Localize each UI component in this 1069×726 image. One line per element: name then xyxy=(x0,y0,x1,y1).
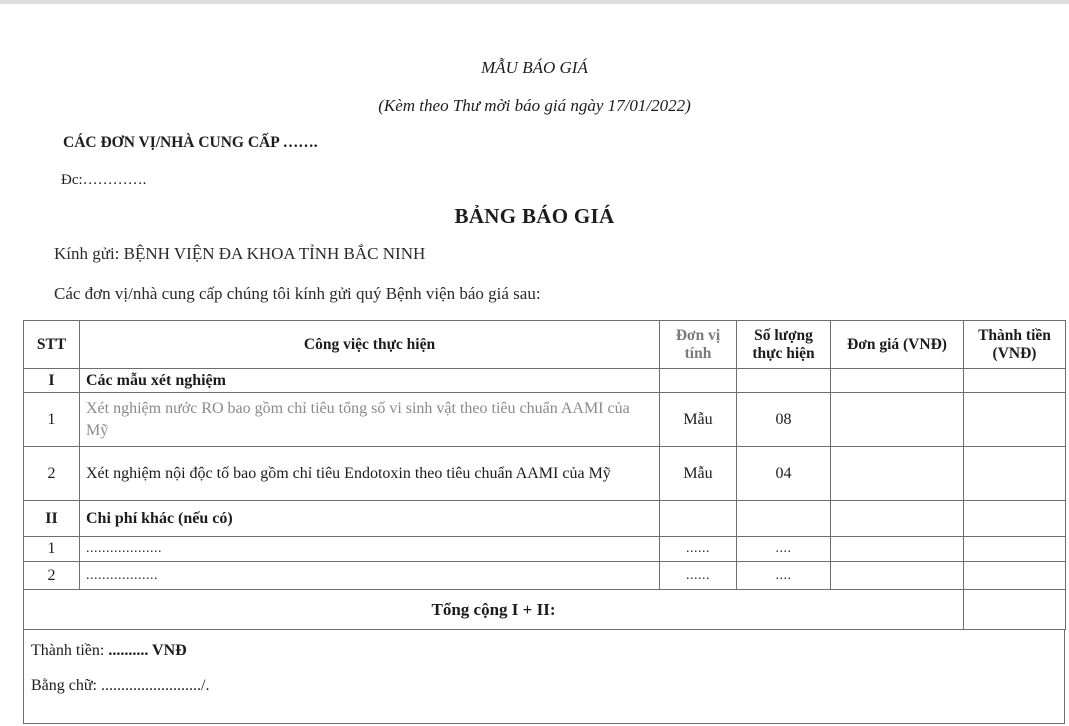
row-number: 2 xyxy=(24,562,80,590)
amount-value: .......... VNĐ xyxy=(108,642,187,659)
table-row xyxy=(24,393,1066,447)
task-description: ................... xyxy=(80,537,660,562)
row-total xyxy=(964,393,1066,447)
form-subtitle: (Kèm theo Thư mời báo giá ngày 17/01/2022) xyxy=(378,96,691,115)
quotation-table xyxy=(23,320,1066,630)
intro-line: Các đơn vị/nhà cung cấp chúng tôi kính gửi quý Bệnh viện báo giá sau: xyxy=(54,284,541,303)
grand-total-row xyxy=(24,590,1066,630)
row-number: 2 xyxy=(24,447,80,501)
row-quantity: .... xyxy=(737,562,831,590)
task-description: Xét nghiệm nước RO bao gồm chỉ tiêu tổng số vi sinh vật theo tiêu chuẩn AAMI của Mỹ xyxy=(80,393,660,447)
header-stt: STT xyxy=(24,321,80,369)
section-number: II xyxy=(24,501,80,537)
row-unit: Mẫu xyxy=(660,393,737,447)
header-quantity: Số lượng thực hiện xyxy=(737,321,831,369)
row-unit-price xyxy=(831,537,964,562)
section-row xyxy=(24,369,1066,393)
row-unit: ...... xyxy=(660,537,737,562)
header-task: Công việc thực hiện xyxy=(80,321,660,369)
supplier-heading: CÁC ĐƠN VỊ/NHÀ CUNG CẤP ……. xyxy=(63,134,318,151)
amount-label: Thành tiền: xyxy=(31,642,109,659)
row-unit: Mẫu xyxy=(660,447,737,501)
addressee-line: Kính gửi: BỆNH VIỆN ĐA KHOA TỈNH BẮC NINH xyxy=(54,244,426,263)
section-title: Các mẫu xét nghiệm xyxy=(80,369,660,393)
section-title: Chi phí khác (nếu có) xyxy=(80,501,660,537)
row-number: 1 xyxy=(24,537,80,562)
address-line: Đc:…………. xyxy=(61,172,147,188)
row-quantity: 08 xyxy=(737,393,831,447)
header-unit-price: Đơn giá (VNĐ) xyxy=(831,321,964,369)
header-total: Thành tiền (VNĐ) xyxy=(964,321,1066,369)
row-unit-price xyxy=(831,562,964,590)
grand-total-value xyxy=(964,590,1066,630)
row-number: 1 xyxy=(24,393,80,447)
header-row xyxy=(24,321,1066,369)
row-total xyxy=(964,447,1066,501)
row-total xyxy=(964,562,1066,590)
row-quantity: 04 xyxy=(737,447,831,501)
amount-line xyxy=(31,642,187,660)
row-total xyxy=(964,537,1066,562)
header-unit: Đơn vị tính xyxy=(660,321,737,369)
table-row xyxy=(24,537,1066,562)
table-title: BẢNG BÁO GIÁ xyxy=(454,204,615,228)
form-title: MẪU BÁO GIÁ xyxy=(481,58,588,77)
task-description: .................. xyxy=(80,562,660,590)
table-row xyxy=(24,562,1066,590)
row-unit: ...... xyxy=(660,562,737,590)
grand-total-label: Tổng cộng I + II: xyxy=(24,590,964,630)
row-unit-price xyxy=(831,393,964,447)
row-unit-price xyxy=(831,447,964,501)
row-quantity: .... xyxy=(737,537,831,562)
amount-in-words: Bằng chữ: ........................./. xyxy=(31,677,210,694)
top-edge xyxy=(0,0,1069,4)
table-row xyxy=(24,447,1066,501)
section-row xyxy=(24,501,1066,537)
task-description: Xét nghiệm nội độc tố bao gồm chỉ tiêu Endotoxin theo tiêu chuẩn AAMI của Mỹ xyxy=(80,447,660,501)
section-number: I xyxy=(24,369,80,393)
